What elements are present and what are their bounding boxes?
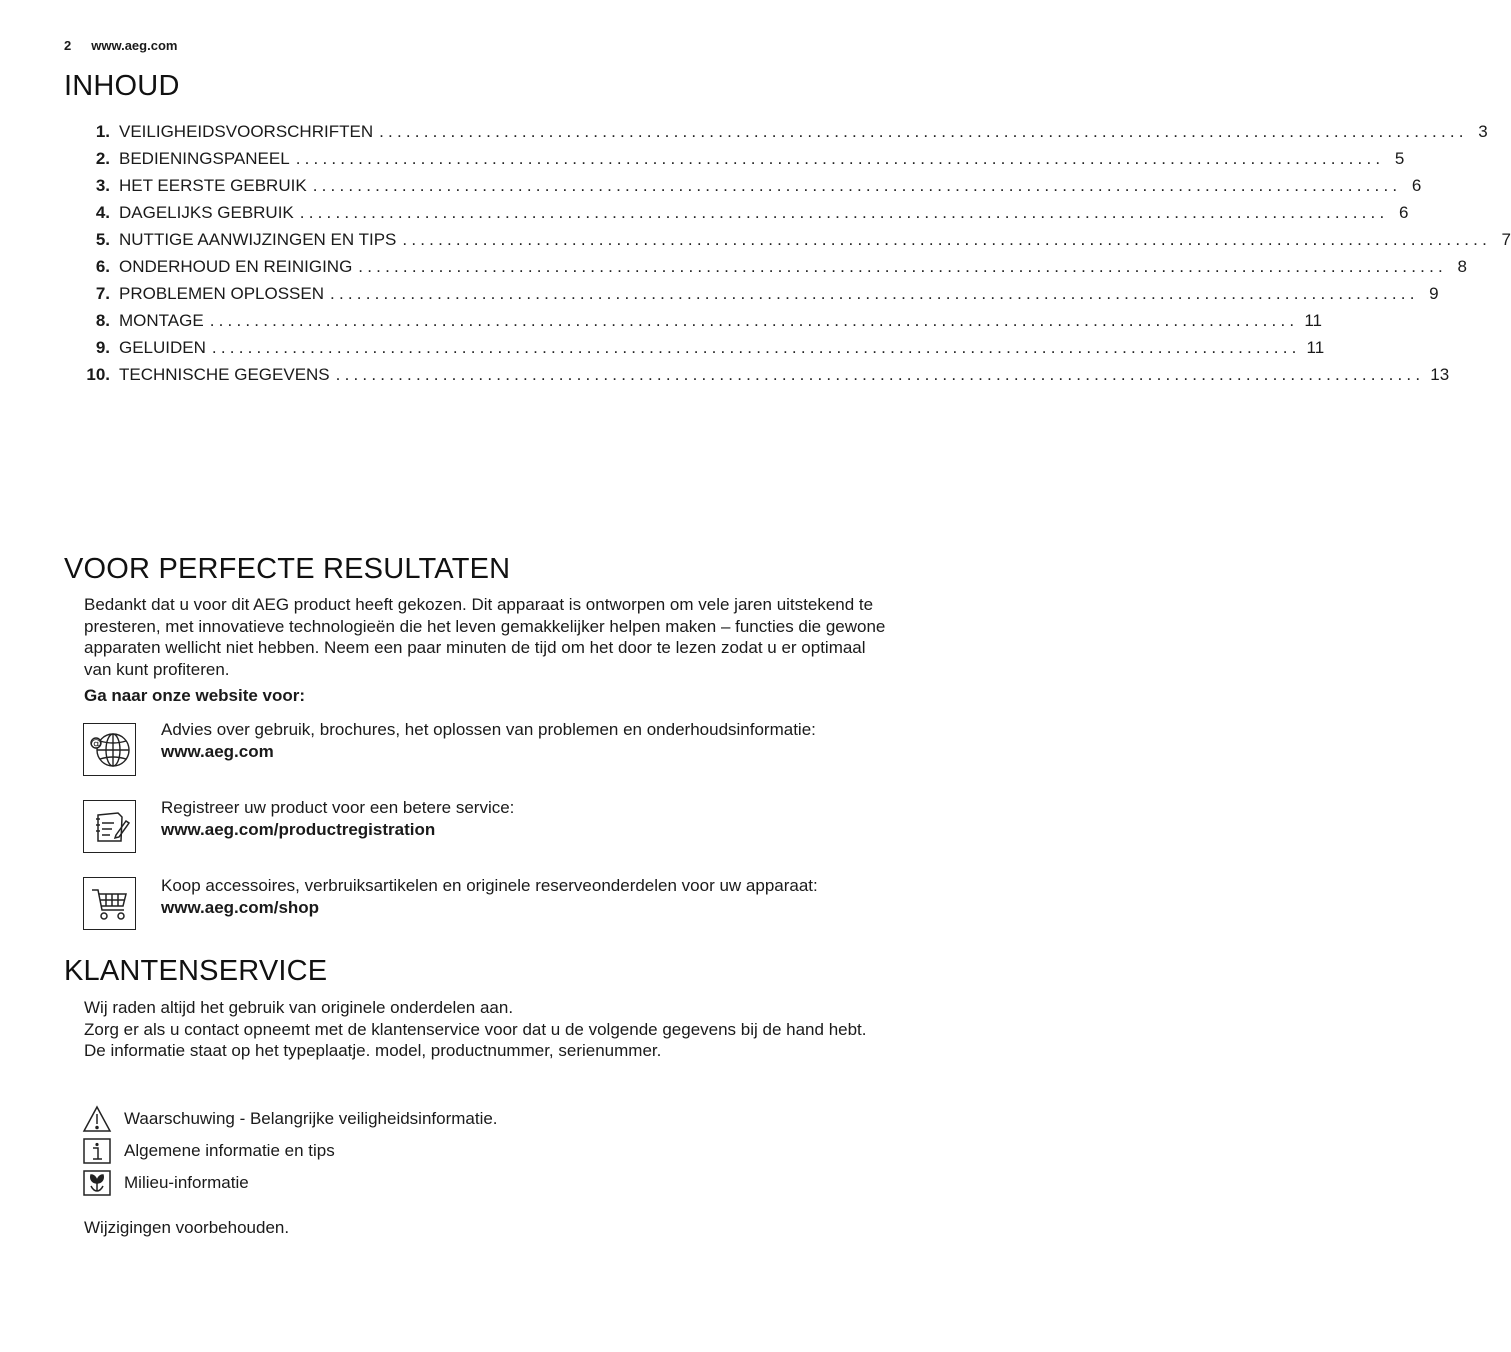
warning-triangle-icon bbox=[82, 1105, 112, 1133]
toc-leader: .......................................................................................................................... bbox=[312, 176, 1402, 195]
toc-entry[interactable] bbox=[80, 365, 1450, 392]
toc-number: 1. bbox=[95, 122, 110, 141]
legend-label: Milieu-informatie bbox=[124, 1173, 249, 1192]
legend-label: Algemene informatie en tips bbox=[124, 1141, 335, 1160]
toc-number: 3. bbox=[95, 176, 110, 195]
toc-entry[interactable] bbox=[80, 284, 1439, 311]
website-description bbox=[161, 797, 514, 853]
toc-number: 4. bbox=[95, 203, 110, 222]
toc-leader: .......................................................................................................................... bbox=[330, 284, 1419, 303]
website-item-support bbox=[83, 719, 895, 776]
toc-number: 9. bbox=[95, 338, 110, 357]
toc-page: 8 bbox=[1457, 257, 1467, 276]
toc-title: GELUIDEN bbox=[119, 338, 206, 357]
toc-entry[interactable] bbox=[80, 338, 1325, 365]
toc-page: 3 bbox=[1478, 122, 1488, 141]
legend-item-info bbox=[82, 1135, 682, 1167]
svg-text:@: @ bbox=[90, 736, 101, 750]
toc-page: 5 bbox=[1394, 149, 1405, 168]
toc-leader: .......................................................................................................................... bbox=[358, 257, 1447, 276]
toc-heading: INHOUD bbox=[64, 70, 180, 102]
toc-number: 6. bbox=[95, 257, 110, 276]
website-intro: Ga naar onze website voor: bbox=[84, 686, 306, 705]
service-heading: KLANTENSERVICE bbox=[64, 955, 328, 987]
toc-title: TECHNISCHE GEGEVENS bbox=[119, 365, 330, 384]
toc-number: 2. bbox=[95, 149, 110, 168]
toc-entry[interactable] bbox=[80, 122, 1488, 149]
info-icon bbox=[82, 1137, 112, 1165]
toc-leader: .......................................................................................................................... bbox=[209, 311, 1299, 330]
toc-title: DAGELIJKS GEBRUIK bbox=[119, 203, 294, 222]
website-text: Koop accessoires, verbruiksartikelen en originele reserveonderdelen voor uw apparaat: bbox=[161, 876, 818, 895]
toc-page: 11 bbox=[1306, 338, 1325, 357]
service-line: Zorg er als u contact opneemt met de klantenservice voor dat u de volgende gegevens bij de hand hebt. bbox=[84, 1019, 867, 1039]
page-header bbox=[64, 38, 177, 53]
toc-page: 6 bbox=[1398, 203, 1409, 222]
results-heading: VOOR PERFECTE RESULTATEN bbox=[64, 553, 511, 585]
toc-title: ONDERHOUD EN REINIGING bbox=[119, 257, 353, 276]
toc-leader: .......................................................................................................................... bbox=[379, 122, 1468, 141]
legend-item-environment bbox=[82, 1167, 682, 1199]
toc-title: NUTTIGE AANWIJZINGEN EN TIPS bbox=[119, 230, 397, 249]
service-line: Wij raden altijd het gebruik van originele onderdelen aan. bbox=[84, 998, 514, 1017]
toc-number: 8. bbox=[95, 311, 110, 330]
shopping-cart-icon bbox=[83, 877, 136, 930]
toc-title: MONTAGE bbox=[119, 311, 204, 330]
service-line: De informatie staat op het typeplaatje. model, productnummer, serienummer. bbox=[84, 1041, 662, 1060]
legend-label: Waarschuwing - Belangrijke veiligheidsinformatie. bbox=[124, 1109, 498, 1128]
toc-page: 13 bbox=[1430, 365, 1450, 384]
toc-title: BEDIENINGSPANEEL bbox=[119, 149, 290, 168]
registration-pen-icon bbox=[83, 800, 136, 853]
toc-number: 5. bbox=[95, 230, 110, 249]
toc-leader: .......................................................................................................................... bbox=[335, 365, 1425, 384]
toc-number: 10. bbox=[86, 365, 110, 384]
toc-title: VEILIGHEIDSVOORSCHRIFTEN bbox=[119, 122, 374, 141]
toc-entry[interactable] bbox=[80, 230, 1511, 257]
page-number: 2 bbox=[64, 38, 72, 53]
service-text bbox=[84, 997, 894, 1062]
website-link[interactable]: www.aeg.com/shop bbox=[161, 897, 320, 917]
toc-entry[interactable] bbox=[80, 257, 1467, 284]
table-of-contents bbox=[80, 122, 1511, 392]
website-description bbox=[161, 719, 816, 776]
footer-note: Wijzigingen voorbehouden. bbox=[84, 1218, 290, 1237]
toc-leader: .......................................................................................................................... bbox=[295, 149, 1385, 168]
toc-entry[interactable] bbox=[80, 149, 1405, 176]
website-link[interactable]: www.aeg.com bbox=[161, 741, 274, 761]
globe-at-icon bbox=[83, 723, 136, 776]
header-site: www.aeg.com bbox=[91, 38, 178, 53]
website-link[interactable]: www.aeg.com/productregistration bbox=[161, 819, 436, 839]
toc-title: HET EERSTE GEBRUIK bbox=[119, 176, 307, 195]
website-description bbox=[161, 875, 818, 930]
toc-entry[interactable] bbox=[80, 176, 1422, 203]
toc-leader: .......................................................................................................................... bbox=[402, 230, 1492, 249]
toc-title: PROBLEMEN OPLOSSEN bbox=[119, 284, 325, 303]
website-item-shop bbox=[83, 875, 895, 930]
environment-leaf-icon bbox=[82, 1169, 112, 1197]
toc-entry[interactable] bbox=[80, 203, 1409, 230]
legend-item-warning bbox=[82, 1103, 682, 1135]
toc-number: 7. bbox=[95, 284, 110, 303]
website-text: Advies over gebruik, brochures, het oplossen van problemen en onderhoudsinformatie: bbox=[161, 720, 816, 739]
symbol-legend bbox=[82, 1103, 682, 1199]
toc-page: 7 bbox=[1501, 230, 1511, 249]
toc-leader: .......................................................................................................................... bbox=[299, 203, 1389, 222]
website-text: Registreer uw product voor een betere service: bbox=[161, 798, 515, 817]
toc-page: 11 bbox=[1304, 311, 1322, 330]
toc-entry[interactable] bbox=[80, 311, 1322, 338]
intro-paragraph: Bedankt dat u voor dit AEG product heeft gekozen. Dit apparaat is ontworpen om vele jaren uitstekend te presteren, met innovatieve technologieën die het leven gemakkelijker helpen maken – functies die gewone apparaten wellicht niet hebben. Neem een paar minuten de tijd om het door te lezen zodat u er optimaal van kunt profiteren. bbox=[84, 595, 886, 679]
toc-leader: .......................................................................................................................... bbox=[211, 338, 1301, 357]
website-item-registration bbox=[83, 797, 895, 853]
toc-page: 6 bbox=[1411, 176, 1422, 195]
toc-page: 9 bbox=[1429, 284, 1439, 303]
